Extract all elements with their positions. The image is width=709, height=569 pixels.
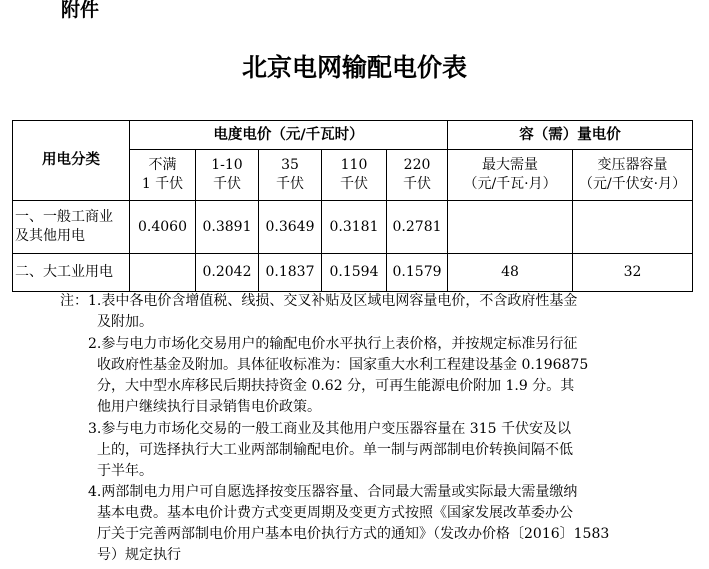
price-table: [12, 120, 693, 292]
voltage-column-header: 35 千伏: [259, 150, 322, 201]
price-cell: 0.1837: [259, 254, 322, 292]
voltage-column-header: 110 千伏: [322, 150, 387, 201]
table-row: [13, 201, 693, 254]
capacity-price-header: 容（需）量电价: [448, 121, 693, 150]
row-label: 二、大工业用电: [13, 254, 130, 292]
price-cell: 0.3891: [196, 201, 259, 254]
max-demand-cell: 48: [448, 254, 573, 292]
transformer-capacity-header: 变压器容量 （元/千伏安·月）: [573, 150, 693, 201]
note-4: 4.两部制电力用户可自愿选择按变压器容量、合同最大需量或实际最大需量缴纳 基本电费。基本电价计费方式变更周期及变更方式按照《国家发展改革委办公 厅关于完善两部制电价用户基本电价执行方式的通知》（发改办价格〔2016〕1583 号）规定执行: [88, 484, 610, 563]
price-cell: 0.2042: [196, 254, 259, 292]
page-title: 北京电网输配电价表: [241, 53, 467, 82]
attachment-label: 附件: [61, 0, 100, 21]
table-row: [13, 254, 693, 292]
price-cell: [130, 254, 196, 292]
price-cell: 0.3649: [259, 201, 322, 254]
note-2: 2.参与电力市场化交易用户的输配电价水平执行上表价格，并按规定标准另行征 收政府性基金及附加。具体征收标准为：国家重大水利工程建设基金 0.196875 分，大中型水库移民后期扶持资金 0.62 分，可再生能源电价附加 1.9 分。其 他用户继续执行目录销售电价政策。: [88, 336, 589, 415]
energy-price-header: 电度电价（元/千瓦时）: [130, 121, 448, 150]
price-cell: 0.2781: [387, 201, 448, 254]
price-cell: 0.1579: [387, 254, 448, 292]
category-header: 用电分类: [13, 121, 130, 201]
max-demand-header: 最大需量 （元/千瓦·月）: [448, 150, 573, 201]
voltage-column-header: 不满 1 千伏: [130, 150, 196, 201]
note-3: 3.参与电力市场化交易的一般工商业及其他用户变压器容量在 315 千伏安及以 上的，可选择执行大工业两部制输配电价。单一制与两部制电价转换间隔不低 于半年。: [88, 421, 573, 479]
max-demand-cell: [448, 201, 573, 254]
voltage-column-header: 1-10 千伏: [196, 150, 259, 201]
price-cell: 0.4060: [130, 201, 196, 254]
price-cell: 0.1594: [322, 254, 387, 292]
transformer-capacity-cell: [573, 201, 693, 254]
voltage-column-header: 220 千伏: [387, 150, 448, 201]
note-1: 注：1.表中各电价含增值税、线损、交叉补贴及区域电网容量电价，不含政府性基金 及附加。: [60, 293, 578, 330]
transformer-capacity-cell: 32: [573, 254, 693, 292]
price-cell: 0.3181: [322, 201, 387, 254]
row-label: 一、一般工商业 及其他用电: [13, 201, 130, 254]
